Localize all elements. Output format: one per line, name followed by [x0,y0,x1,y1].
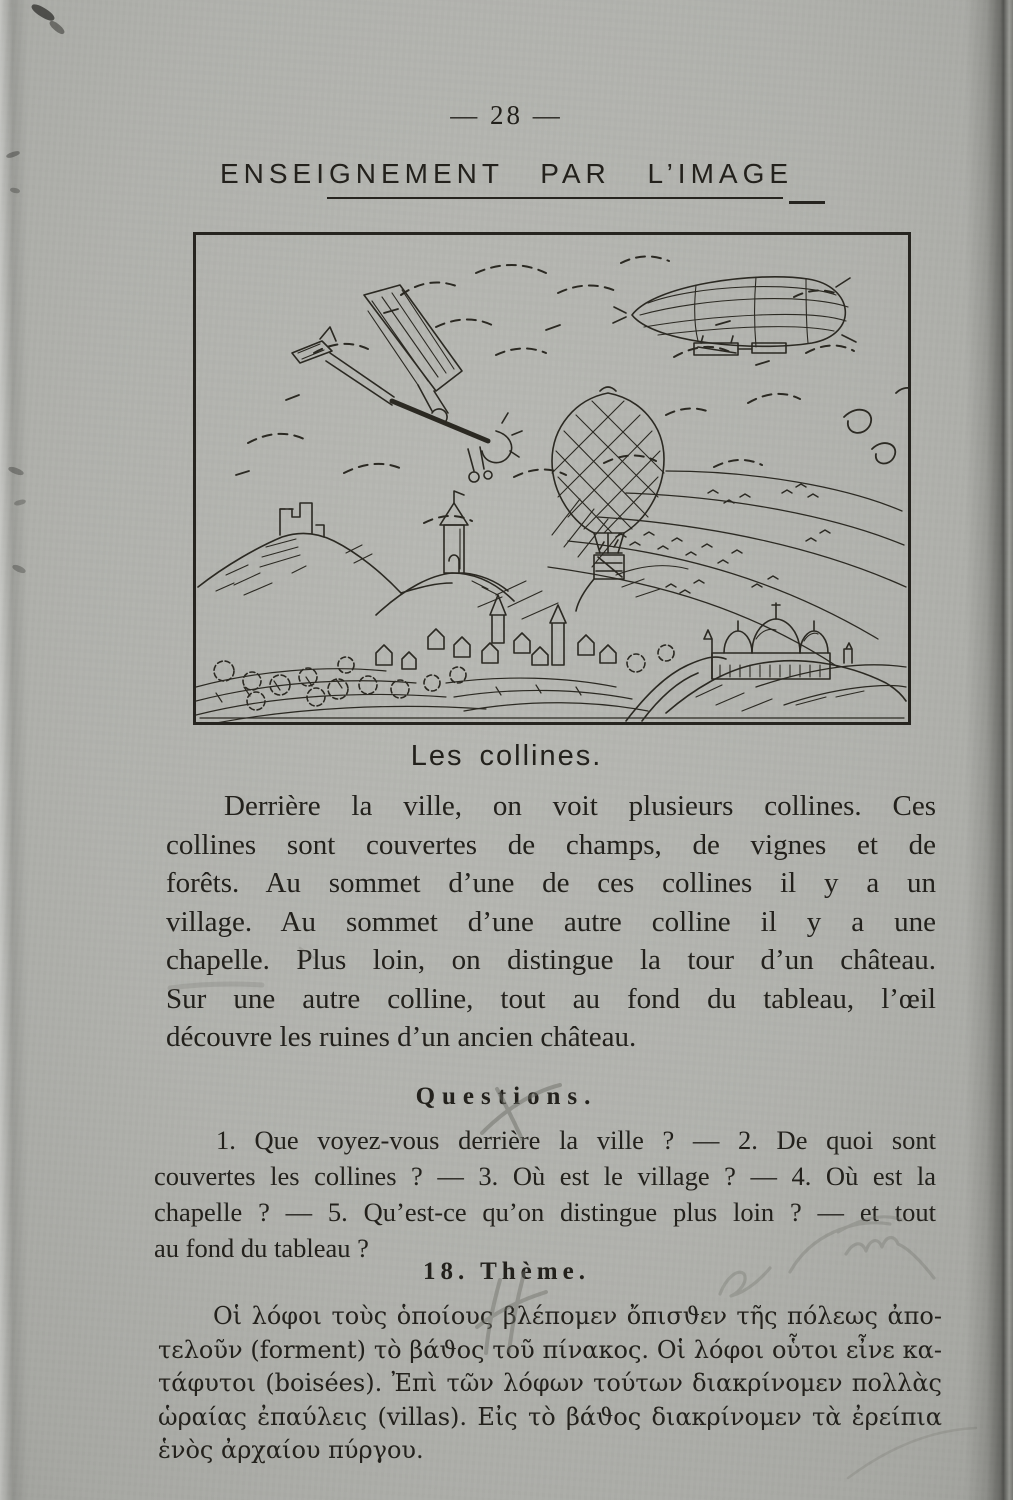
text-line: Sur une autre colline, tout au fond du tableau, l’œil [166,982,936,1015]
text-line: ἑνὸς ἀρχαίου πύργου. [158,1436,424,1464]
theme-heading: 18. Thème. [423,1258,590,1285]
scan-smudge [7,465,24,476]
hillside-hatching [292,499,688,619]
text-line: ὡραίας ἐπαύλεις (villas). Εἰς τὸ βάϑος διακρίνομεν τὰ ἐρείπια [158,1402,942,1431]
page-title: ENSEIGNEMENT PAR L’IMAGE [219,158,794,189]
text-line: Derrière la ville, on voit plusieurs collines. Ces [224,790,936,822]
page-number: — 28 — [450,100,563,130]
title-underline-dash [789,201,825,204]
text-line: forêts. Au sommet d’une de ces collines il y a un [166,867,936,899]
text-line: τάφυτοι (boisées). Ἐπὶ τῶν λόφων τούτων διακρίνομεν πολλὰς [158,1369,942,1397]
lesson-illustration [193,232,911,725]
clouds-icon [248,256,854,523]
questions-paragraph [154,1122,936,1266]
scan-smudge [48,19,66,36]
chapel-icon [376,491,514,615]
figure-caption: Les collines. [410,740,603,772]
text-line: chapelle. Plus loin, on distingue la tour d’un château. [166,944,936,976]
greek-theme-paragraph [158,1300,942,1468]
airplane-icon [292,285,522,482]
text-line: 1. Que voyez-vous derrière la ville ? — 2. De quoi sont [216,1125,936,1155]
text-line: Οἱ λόφοι τοὺς ὁποίους βλέπομεν ὄπισϑεν τῆς πόλεως ἀπο- [213,1302,942,1330]
scan-smudge [11,563,26,574]
text-line: couvertes les collines ? — 3. Où est le village ? — 4. Où est la [154,1161,936,1191]
text-line: au fond du tableau ? [154,1233,369,1263]
text-line: village. Au sommet d’une autre colline il y a une [166,905,936,938]
questions-heading: Questions. [415,1083,598,1110]
text-line: chapelle ? — 5. Qu’est-ce qu’on distingue plus loin ? — et tout [154,1197,936,1227]
trees-icon [214,645,674,710]
hills-scene-drawing [196,235,908,722]
dirigible-icon [613,277,856,355]
lesson-paragraph [166,787,936,1057]
castle-ruins-icon [198,503,452,595]
domed-buildings-icon [666,603,906,713]
village-houses-icon [376,595,616,669]
text-line: collines sont couvertes de champs, de vignes et de [166,828,936,861]
scan-smudge [30,2,57,23]
text-line: découvre les ruines d’un ancien château. [166,1021,637,1053]
scan-smudge [14,499,27,507]
title-underline [327,197,783,199]
text-line: τελοῦν (forment) τὸ βάϑος τοῦ πίνακος. Οἱ λόφοι οὗτοι εἶνε κα- [158,1335,942,1364]
